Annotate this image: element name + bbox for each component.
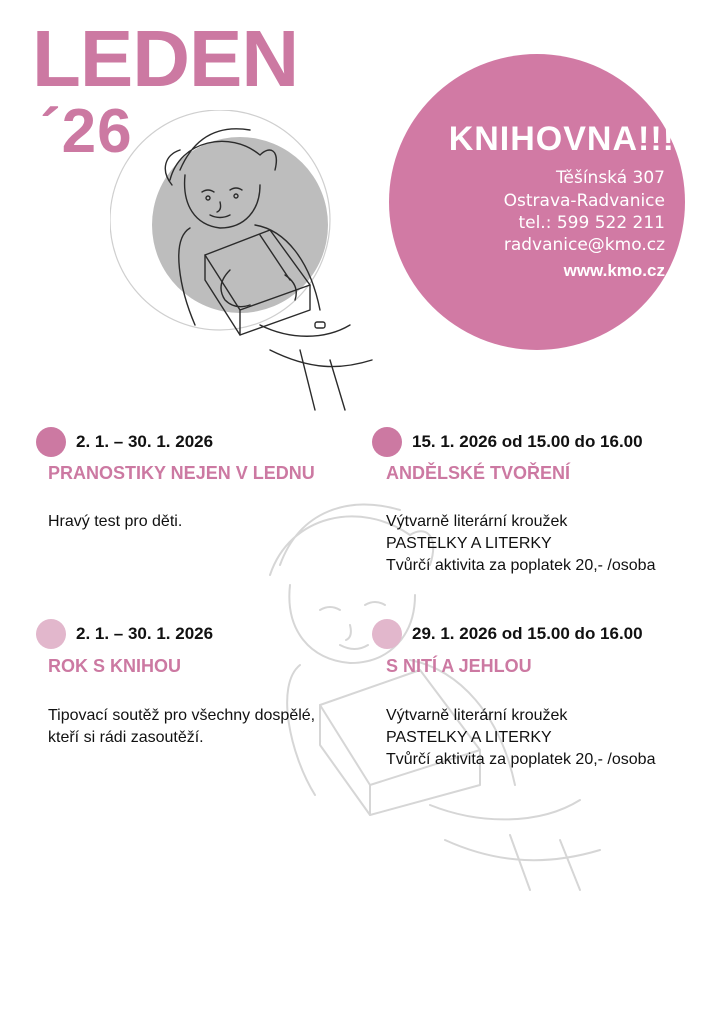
event-description: PASTELKY A LITERKY — [386, 729, 552, 746]
event-title: PRANOSTIKY NEJEN V LEDNU — [48, 463, 315, 483]
event-bullet — [372, 619, 402, 649]
event-date: 2. 1. – 30. 1. 2026 — [76, 624, 214, 643]
event-description: Tvůrčí aktivita za poplatek 20,- /osoba — [386, 751, 656, 768]
event-date: 29. 1. 2026 od 15.00 do 16.00 — [412, 624, 643, 643]
library-phone: tel.: 599 522 211 — [518, 213, 665, 233]
event-date: 15. 1. 2026 od 15.00 do 16.00 — [412, 432, 643, 451]
child-reading-illustration — [110, 110, 430, 430]
event-description: Tipovací soutěž pro všechny dospělé, — [48, 707, 316, 724]
event-bullet — [372, 427, 402, 457]
event-date: 2. 1. – 30. 1. 2026 — [76, 432, 214, 451]
event-title: S NITÍ A JEHLOU — [386, 656, 532, 676]
library-email[interactable]: radvanice@kmo.cz — [503, 235, 665, 255]
event-description: kteří si rádi zasoutěží. — [48, 729, 204, 746]
event-description: Hravý test pro děti. — [48, 513, 183, 530]
event-bullet — [36, 427, 66, 457]
event-description: Tvůrčí aktivita za poplatek 20,- /osoba — [386, 557, 656, 574]
event-title: ANDĚLSKÉ TVOŘENÍ — [386, 463, 571, 483]
event-description: PASTELKY A LITERKY — [386, 535, 552, 552]
month-heading: LEDEN — [32, 14, 299, 103]
library-website-link[interactable]: www.kmo.cz — [563, 261, 665, 280]
event-bullet — [36, 619, 66, 649]
library-title: KNIHOVNA!!! — [448, 120, 675, 158]
event-description: Výtvarně literární kroužek — [386, 707, 568, 724]
event-title: ROK S KNIHOU — [48, 656, 182, 676]
library-street: Těšínská 307 — [556, 168, 665, 188]
year-heading: ´26 — [40, 97, 133, 166]
library-city: Ostrava-Radvanice — [503, 191, 665, 211]
event-description: Výtvarně literární kroužek — [386, 513, 568, 530]
